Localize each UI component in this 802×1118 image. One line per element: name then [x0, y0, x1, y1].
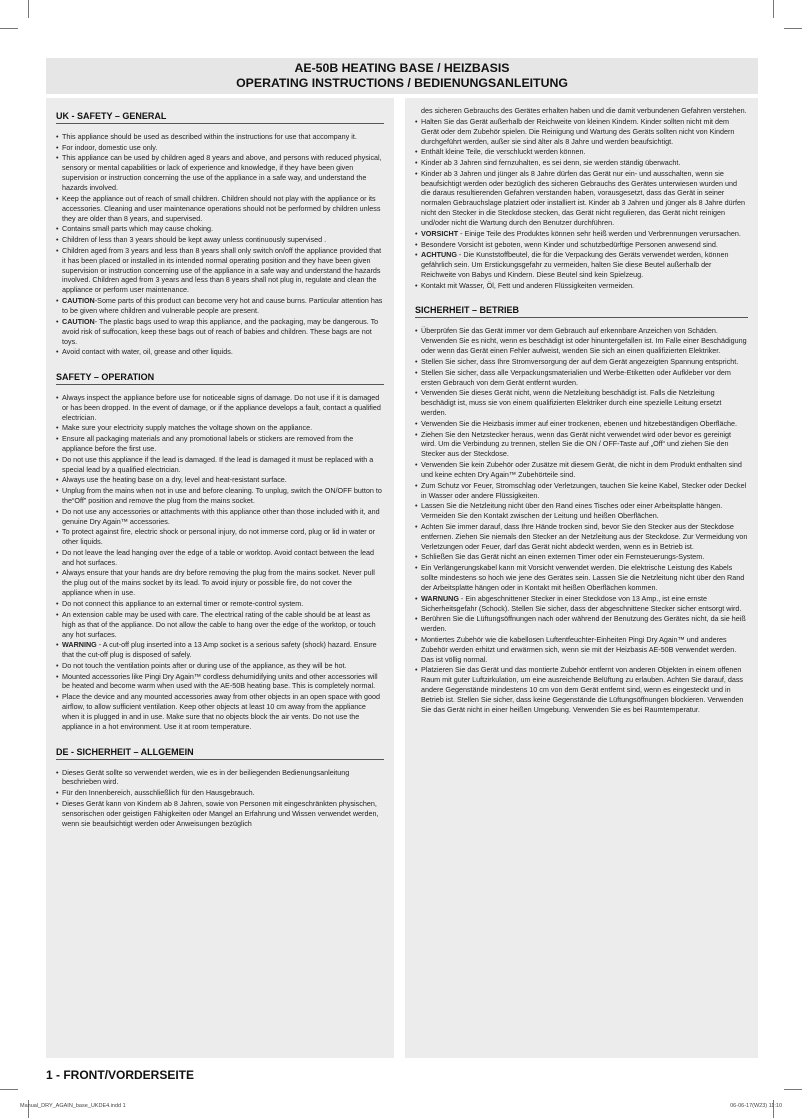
crop-mark: [0, 1089, 18, 1090]
right-column: [405, 98, 758, 1058]
list-item: • Unplug from the mains when not in use and before cleaning. To unplug, switch the ON/OFF button to the“Off” position and remove the plug from the mains socket.: [56, 486, 384, 506]
list-item: • Stellen Sie sicher, dass Ihre Stromversorgung der auf dem Gerät angezeigten Spannung entspricht.: [415, 357, 748, 367]
document-header: [46, 58, 758, 94]
list-item: • Mounted accessories like Pingi Dry Again™ cordless dehumidifying units and other accessories will be heated and become warm when used with the AE-50B heating base. This is completely normal.: [56, 672, 384, 692]
list-item: • Schließen Sie das Gerät nicht an einen externen Timer oder ein Fernsteuerungs-System.: [415, 552, 748, 562]
list-item: • Always ensure that your hands are dry before removing the plug from the mains socket. Never pull the plug out of the mains socket by its lead. To avoid injury or possible fire, do not cover the appliance when in use.: [56, 568, 384, 598]
list-item: • For indoor, domestic use only.: [56, 143, 384, 153]
list-item: • Enthält kleine Teile, die verschluckt werden können.: [415, 147, 748, 157]
header-subtitle: OPERATING INSTRUCTIONS / BEDIENUNGSANLEITUNG: [236, 76, 568, 90]
list-item: • Always inspect the appliance before use for noticeable signs of damage. Do not use if it is damaged or has been dropped. In the event of damage, or if the appliance develops a fault, contact a qualified electrician.: [56, 393, 384, 423]
date-stamp: 06-06-17(W23) 11:10: [730, 1103, 782, 1109]
list-item: • WARNING - A cut-off plug inserted into a 13 Amp socket is a serious safety (shock) hazard. Ensure that the cut-off plug is disposed of safely.: [56, 640, 384, 660]
list-item: • Do not leave the lead hanging over the edge of a table or worktop. Avoid contact between the lead and hot surfaces.: [56, 548, 384, 568]
list-item: • Lassen Sie die Netzleitung nicht über den Rand eines Tisches oder einer Arbeitsplatte hängen. Vermeiden Sie den Kontakt zwischen der Leitung und heißen Oberflächen.: [415, 501, 748, 521]
list-item: • CAUTION-Some parts of this product can become very hot and cause burns. Particular attention has to be given where children and vulnerable people are present.: [56, 296, 384, 316]
de-general-continued-items: [415, 117, 748, 291]
list-item: • Stellen Sie sicher, dass alle Verpackungsmaterialien und Werbe-Etiketten oder Aufkleber vor dem ersten Gebrauch von dem Gerät entfernt wurden.: [415, 368, 748, 388]
list-item: • Always use the heating base on a dry, level and heat-resistant surface.: [56, 475, 384, 485]
left-column: [46, 98, 394, 1058]
list-item: • Children of less than 3 years should be kept away unless continuously supervised .: [56, 235, 384, 245]
crop-mark: [0, 28, 18, 29]
list-item: • Children aged from 3 years and less than 8 years shall only switch on/off the appliance provided that it has been placed or installed in its intended normal operating position and they have been given supervision or instruction concerning use of the appliance in a safe way and understand the hazards involved. Children aged from 3 years and less than 8 years shall not plug in, regulate and clean the appliance or perform user maintenance.: [56, 246, 384, 296]
list-item: • Do not connect this appliance to an external timer or remote-control system.: [56, 599, 384, 609]
list-item: • Contains small parts which may cause choking.: [56, 224, 384, 234]
file-name: Manual_DRY_AGAIN_base_UKDE4.indd 1: [20, 1103, 126, 1109]
crop-mark: [28, 0, 29, 18]
list-item: • Ziehen Sie den Netzstecker heraus, wenn das Gerät nicht verwendet wird oder bevor es gereinigt wird. Um die Verbindung zu trennen, stellen Sie die ON / OFF-Taste auf „Off“ und ziehen Sie den Stecker aus der Steckdose.: [415, 430, 748, 460]
page-label: 1 - FRONT/VORDERSEITE: [46, 1068, 195, 1082]
list-item: • Do not touch the ventilation points after or during use of the appliance, as they will be hot.: [56, 661, 384, 671]
section-title-uk-general: UK - SAFETY – GENERAL: [56, 110, 384, 124]
list-item: • Achten Sie immer darauf, dass Ihre Hände trocken sind, bevor Sie den Stecker aus der Steckdose entfernen. Ziehen Sie niemals den Stecker an der Netzleitung aus der Steckdose. Zur Vermeidung von Verletzungen oder Feuer, darf das Gerät nicht abdeckt werden, wenn es in Betrieb ist.: [415, 522, 748, 552]
list-item: • Zum Schutz vor Feuer, Stromschlag oder Verletzungen, tauchen Sie keine Kabel, Stecker oder Deckel in Wasser oder andere Flüssigkeiten.: [415, 481, 748, 501]
list-item: • This appliance should be used as described within the instructions for use that accompany it.: [56, 132, 384, 142]
list-item: • Dieses Gerät sollte so verwendet werden, wie es in der beiliegenden Bedienungsanleitung beschrieben wird.: [56, 768, 384, 788]
list-item: • An extension cable may be used with care. The electrical rating of the cable should be at least as high as that of the appliance. Do not allow the cable to hang over the edge of the worktop, or touch any hot surfaces.: [56, 610, 384, 640]
list-item: • Do not use any accessories or attachments with this appliance other than those included with it, and genuine Dry Again™ accessories.: [56, 507, 384, 527]
list-item: • VORSICHT - Einige Teile des Produktes können sehr heiß werden und Verbrennungen verursachen.: [415, 229, 748, 239]
list-item: des sicheren Gebrauchs des Gerätes erhalten haben und die damit verbundenen Gefahren verstehen.: [421, 106, 747, 115]
list-item: • Avoid contact with water, oil, grease and other liquids.: [56, 347, 384, 357]
crop-mark: [784, 1089, 802, 1090]
section-title-safety-operation: SAFETY – OPERATION: [56, 371, 384, 385]
list-item: • This appliance can be used by children aged 8 years and above, and persons with reduced physical, sensory or mental capabilities or lack of experience and knowledge, if they have been given supervision or instruction concerning the use of the appliance in a safe way, and understand the hazards involved.: [56, 153, 384, 193]
de-operation-list: [415, 326, 748, 714]
list-item: • Kontakt mit Wasser, Öl, Fett und anderen Flüssigkeiten vermeiden.: [415, 281, 748, 291]
list-item: • Place the device and any mounted accessories away from other objects in an open space with good airflow, to allow sufficient ventilation. Keep other objects at least 10 cm away from the appliance when it is plugged in and in use. Make sure that no objects block the air vents. Do not use the appliance in a hot environment. Use it at room temperature.: [56, 692, 384, 732]
list-item: • Verwenden Sie kein Zubehör oder Zusätze mit diesem Gerät, die nicht in dem Produkt enthalten sind und keine echten Dry Again™ Zubehörteile sind.: [415, 460, 748, 480]
list-item: • Verwenden Sie die Heizbasis immer auf einer trockenen, ebenen und hitzebeständigen Oberfläche.: [415, 419, 748, 429]
list-item: • Keep the appliance out of reach of small children. Children should not play with the appliance or its accessories. Cleaning and user maintenance operations should not be performed by children unless they are older than 8 years, and supervised.: [56, 194, 384, 224]
list-item: • Besondere Vorsicht ist geboten, wenn Kinder und schutzbedürftige Personen anwesend sind.: [415, 240, 748, 250]
list-item: • Montiertes Zubehör wie die kabellosen Luftentfeuchter-Einheiten Pingi Dry Again™ und anderes Zubehör werden erhitzt und erwärmen sich, wenn sie mit der Heizbasis AE-50B verwendet werden. Das ist völlig normal.: [415, 635, 748, 665]
de-general-list: [56, 768, 384, 829]
crop-mark: [773, 0, 774, 18]
list-item: • Ein Verlängerungskabel kann mit Vorsicht verwendet werden. Die elektrische Leistung des Kabels sollte mindestens so hoch wie jene des Gerätes sein. Lassen Sie die Netzleitung nicht über den Rand der Arbeitsplatte hängen oder in Kontakt mit heißen Oberflächen kommen.: [415, 563, 748, 593]
de-general-continued-list: [415, 106, 748, 116]
list-item: • Verwenden Sie dieses Gerät nicht, wenn die Netzleitung beschädigt ist. Falls die Netzleitung beschädigt ist, muss sie von einem qualifizierten Elektriker durch eine spezielle Leitung ersetzt werden.: [415, 388, 748, 418]
header-title: AE-50B HEATING BASE / HEIZBASIS: [294, 61, 510, 75]
list-item: • Überprüfen Sie das Gerät immer vor dem Gebrauch auf erkennbare Anzeichen von Schäden. Verwenden Sie es nicht, wenn es beschädigt ist oder hinuntergefallen ist. Im Falle einer Beschädigung oder wenn das Gerät einen Fehler aufweist, wenden Sie sich an einen qualifizierten Elektriker.: [415, 326, 748, 356]
crop-mark: [784, 28, 802, 29]
list-item: • Do not use this appliance if the lead is damaged. If the lead is damaged it must be replaced with a special lead by a qualified electrician.: [56, 455, 384, 475]
list-item: • To protect against fire, electric shock or personal injury, do not immerse cord, plug or lid in water or other liquids.: [56, 527, 384, 547]
list-item: • Dieses Gerät kann von Kindern ab 8 Jahren, sowie von Personen mit eingeschränkten physischen, sensorischen oder geistigen Fähigkeiten oder Mangel an Erfahrung und Wissen verwendet werden, wenn sie beaufsichtigt werden oder Anweisungen bezüglich: [56, 799, 384, 829]
list-item: • Kinder ab 3 Jahren sind fernzuhalten, es sei denn, sie werden ständig überwacht.: [415, 158, 748, 168]
list-item: • Ensure all packaging materials and any promotional labels or stickers are removed from the appliance before the first use.: [56, 434, 384, 454]
list-item: • Make sure your electricity supply matches the voltage shown on the appliance.: [56, 423, 384, 433]
list-item: • Berühren Sie die Lüftungsöffnungen nach oder während der Benutzung des Gerätes nicht, da sie heiß werden.: [415, 614, 748, 634]
uk-general-list: [56, 132, 384, 357]
section-title-de-operation: SICHERHEIT – BETRIEB: [415, 304, 748, 318]
list-item: • ACHTUNG - Die Kunststoffbeutel, die für die Verpackung des Geräts verwendet werden, können gefährlich sein. Um Erstickungsgefahr zu vermeiden, halten Sie diese Beutel außerhalb der Reichweite von Babys und Kindern. Diese Beutel sind kein Spielzeug.: [415, 250, 748, 280]
list-item: • CAUTION- The plastic bags used to wrap this appliance, and the packaging, may be dangerous. To avoid risk of suffocation, keep these bags out of reach of babies and children. These bags are not toys.: [56, 317, 384, 347]
section-title-de-general: DE - SICHERHEIT – ALLGEMEIN: [56, 746, 384, 760]
safety-operation-list: [56, 393, 384, 732]
list-item: • Halten Sie das Gerät außerhalb der Reichweite von kleinen Kindern. Kinder sollten nicht mit dem Gerät oder dem Zubehör spielen. Die Reinigung und Wartung des Geräts sollten nicht von Kindern durchgeführt werden, außer sie sind älter als 8 Jahre und werden beaufsichtigt.: [415, 117, 748, 147]
list-item: • Platzieren Sie das Gerät und das montierte Zubehör entfernt von anderen Objekten in einem offenen Raum mit guter Luftzirkulation, um eine ausreichende Belüftung zu erlauben. Achten Sie darauf, dass andere Gegenstände mindestens 10 cm von dem Gerät entfernt sind, wenn es eingesteckt und in Betrieb ist. Stellen Sie sicher, dass keine Gegenstände die Lüftungsöffnungen blockieren. Verwenden Sie das Gerät nicht in einer heißen Umgebung. Verwenden Sie es bei Raumtemperatur.: [415, 665, 748, 715]
list-item: • Für den Innenbereich, ausschließlich für den Hausgebrauch.: [56, 788, 384, 798]
list-item: • Kinder ab 3 Jahren und jünger als 8 Jahre dürfen das Gerät nur ein- und ausschalten, wenn sie beaufsichtigt werden oder bezüglich des sicheren Gebrauchs des Gerätes unterwiesen wurden und die daraus resultierenden Gefahren verstanden haben, vorausgesetzt, dass das Gerät in seiner normalen Gebrauchslage platziert oder installiert ist. Kinder ab 3 Jahren und jünger als 8 Jahre dürfen nicht den Stecker in die Steckdose stecken, das Gerät nicht regulieren, das Gerät nicht reinigen und/oder nicht die Wartung durch den Benutzer durchführen.: [415, 169, 748, 228]
list-item: • WARNUNG - Ein abgeschnittener Stecker in einer Steckdose von 13 Amp., ist eine ernste Sicherheitsgefahr (Schock). Stellen Sie sicher, dass der abgeschnittene Stecker sicher entsorgt wird.: [415, 594, 748, 614]
